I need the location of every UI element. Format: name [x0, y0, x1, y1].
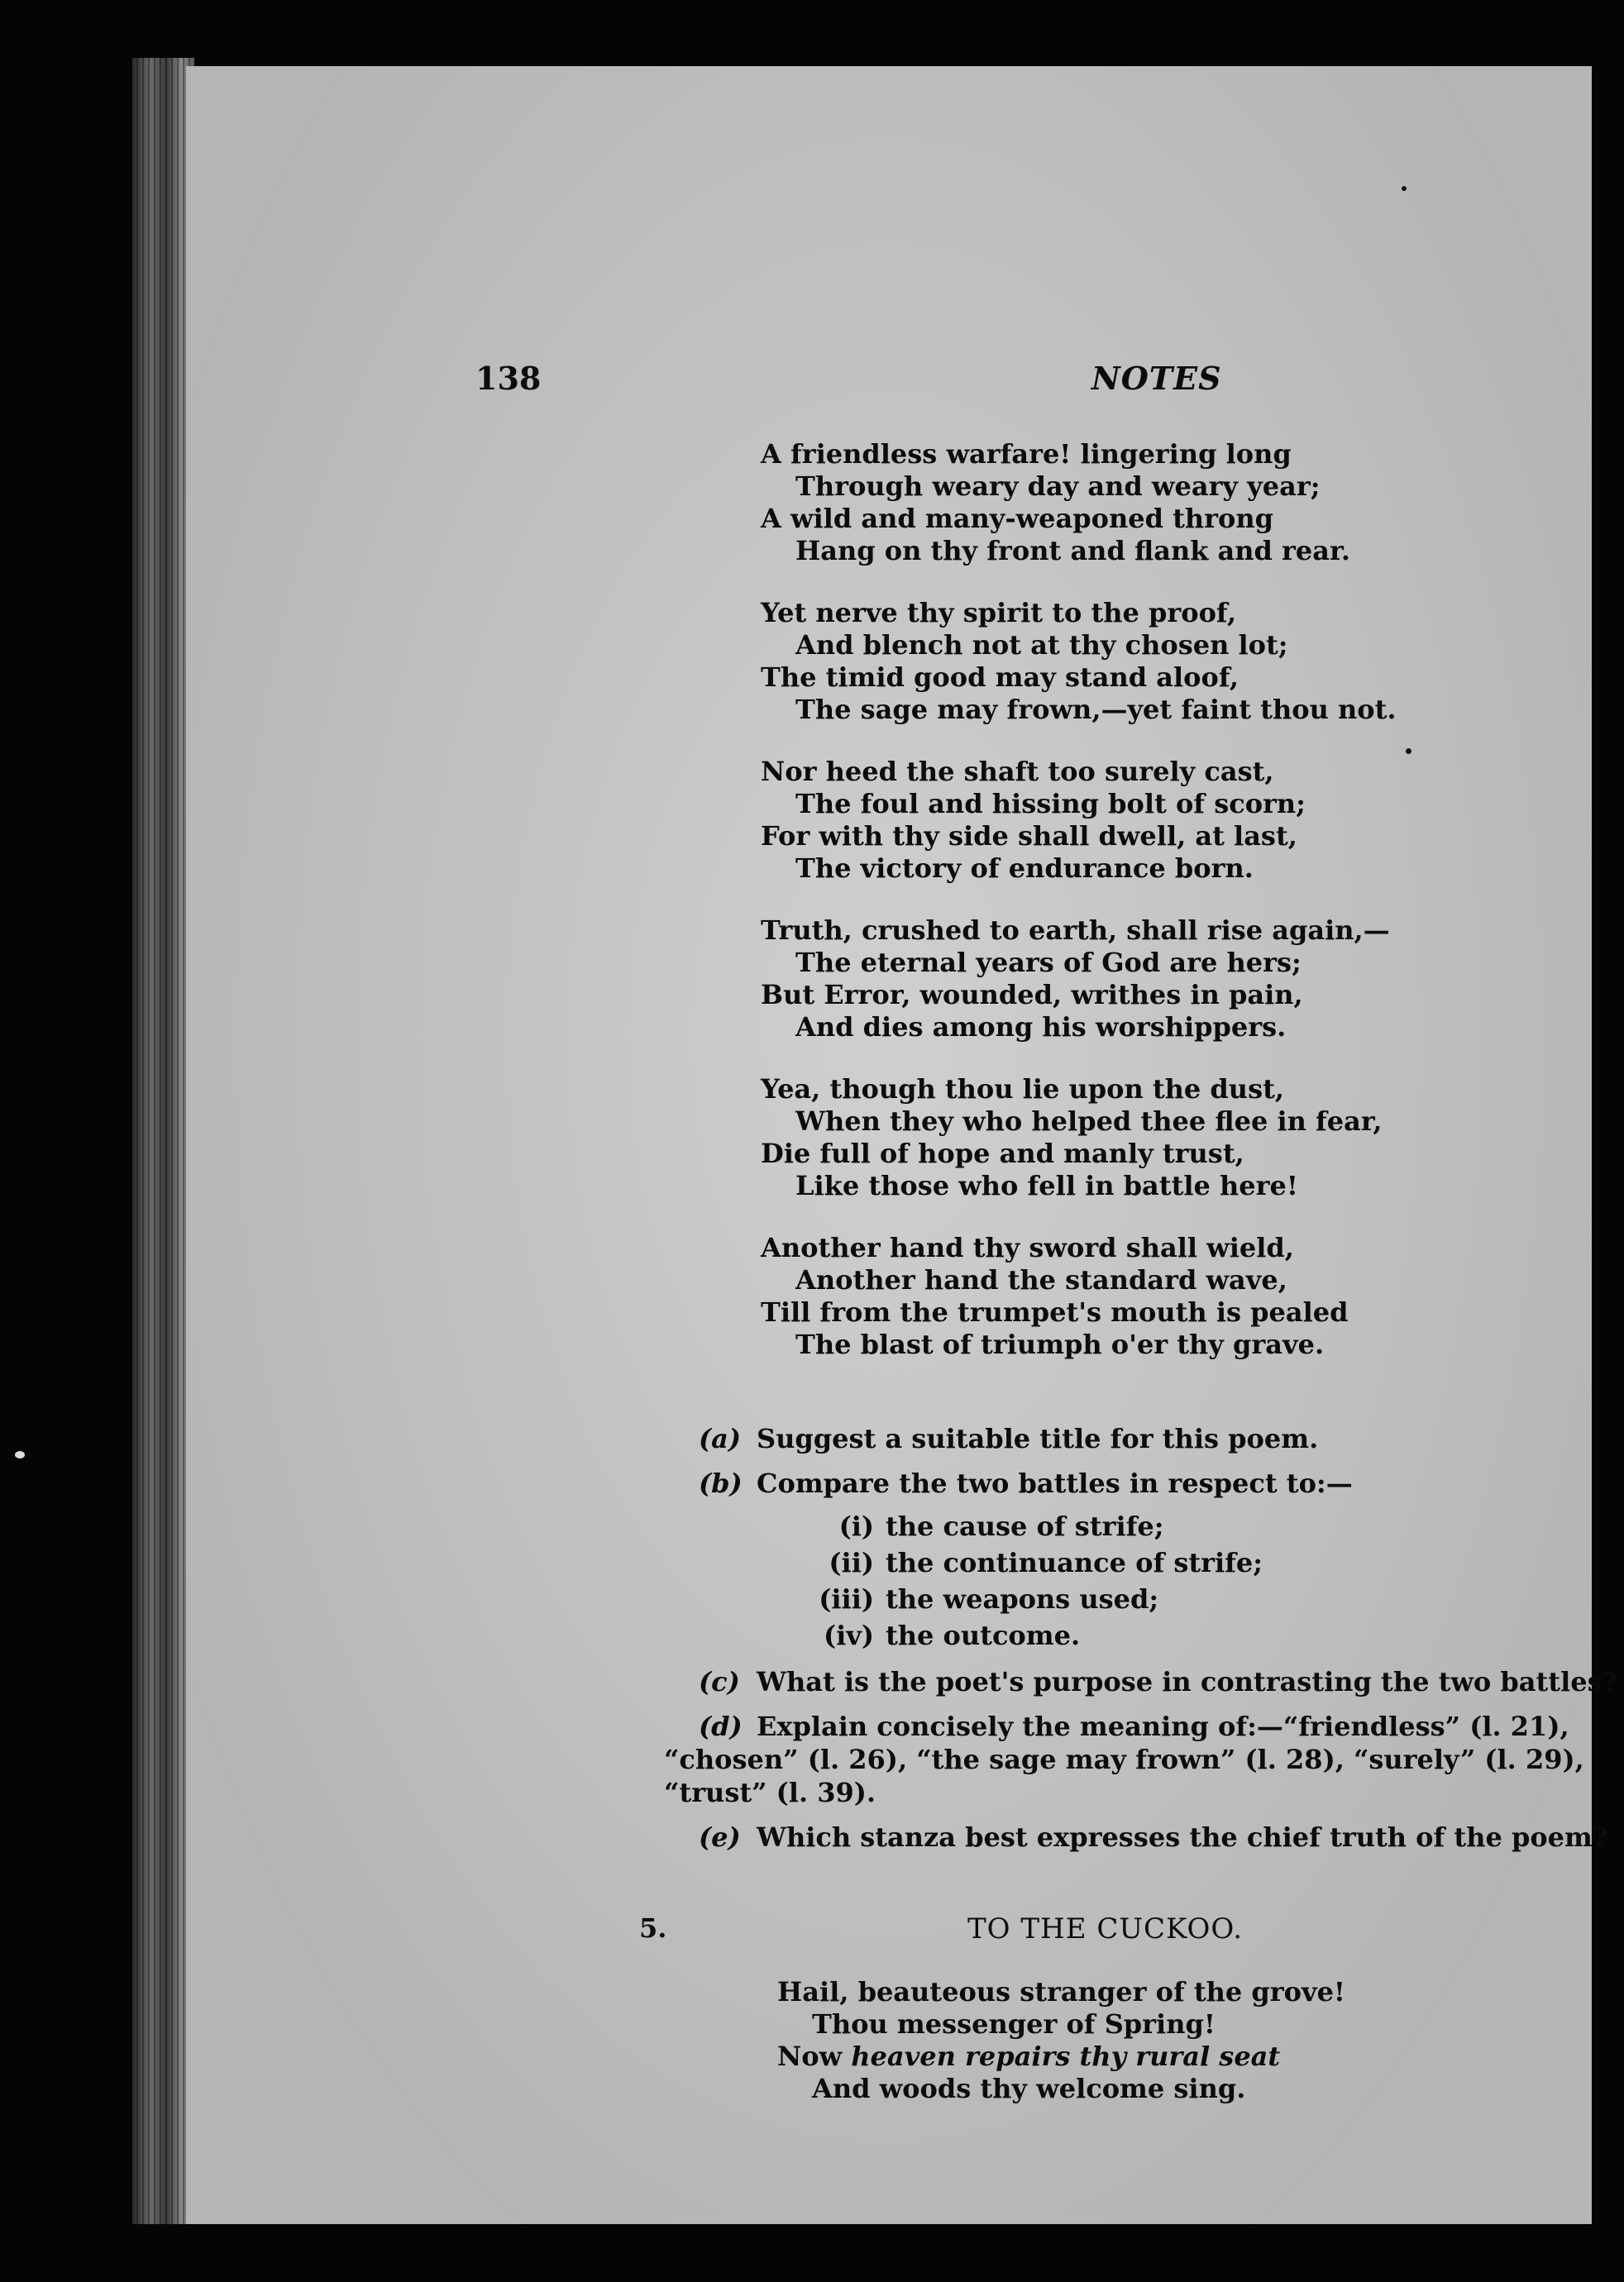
- stanza: [761, 597, 1505, 726]
- item-label: (ii): [829, 1547, 874, 1578]
- item-text: the cause of strife;: [886, 1511, 1164, 1542]
- item-text: the outcome.: [886, 1620, 1081, 1651]
- question-b: [699, 1467, 1624, 1500]
- poem-line: [777, 2041, 1521, 2073]
- item-text: the continuance of strife;: [886, 1547, 1263, 1578]
- stanza: [761, 756, 1505, 885]
- poem-line: The eternal years of God are hers;: [795, 947, 1302, 978]
- list-item: [806, 1581, 1624, 1617]
- poem-line: The victory of endurance born.: [795, 852, 1254, 884]
- question-label: (a): [699, 1423, 742, 1454]
- poem-line: Through weary day and weary year;: [795, 470, 1321, 502]
- poem-line: Hang on thy front and flank and rear.: [795, 535, 1351, 566]
- item-label: (iii): [819, 1583, 874, 1615]
- question-text: Suggest a suitable title for this poem.: [757, 1423, 1319, 1454]
- poem-line: Till from the trumpet's mouth is pealed: [761, 1296, 1349, 1328]
- poem-line: Thou messenger of Spring!: [812, 2008, 1216, 2040]
- stanza: [761, 1232, 1505, 1361]
- question-d-line-2: “chosen” (l. 26), “the sage may frown” (l. 28), “surely” (l. 29),: [664, 1744, 1584, 1775]
- stanza: [761, 914, 1505, 1043]
- question-text: What is the poet's purpose in contrasting the two battles?: [757, 1666, 1618, 1697]
- stanza: [761, 438, 1505, 567]
- list-item: [806, 1508, 1624, 1544]
- stanza: [761, 1073, 1505, 1202]
- poem-line: Truth, crushed to earth, shall rise again,—: [761, 914, 1390, 946]
- item-text: the weapons used;: [886, 1583, 1159, 1615]
- scan-speck: [1406, 748, 1411, 754]
- scan-speck: [15, 1451, 25, 1458]
- item-label: (iv): [823, 1620, 874, 1651]
- question-label: (b): [699, 1468, 743, 1499]
- questions: [664, 1422, 1624, 1865]
- poem-line: And woods thy welcome sing.: [812, 2073, 1246, 2104]
- poem-line: Yea, though thou lie upon the dust,: [761, 1073, 1284, 1105]
- poem-line-start: Now: [777, 2041, 852, 2072]
- poem-line: A wild and many-weaponed throng: [761, 503, 1273, 534]
- question-d: [664, 1710, 1624, 1809]
- poem-line: Yet nerve thy spirit to the proof,: [761, 597, 1237, 628]
- question-text: Compare the two battles in respect to:—: [757, 1468, 1353, 1499]
- question-b-items: [806, 1508, 1624, 1654]
- page-number: 138: [475, 360, 542, 397]
- poem-line: Another hand thy sword shall wield,: [761, 1232, 1294, 1263]
- poem-line: When they who helped thee flee in fear,: [795, 1105, 1383, 1137]
- question-c: [699, 1665, 1624, 1698]
- item-label: (i): [838, 1511, 874, 1542]
- book-page-edge-lines: [136, 58, 190, 2224]
- cuckoo-poem: [777, 1976, 1521, 2105]
- question-a: [699, 1422, 1624, 1455]
- question-label: (c): [699, 1666, 740, 1697]
- poem-line: For with thy side shall dwell, at last,: [761, 820, 1297, 852]
- poem-line: Die full of hope and manly trust,: [761, 1138, 1244, 1169]
- list-item: [806, 1544, 1624, 1581]
- book-page: [186, 66, 1618, 2224]
- poem-line: Like those who fell in battle here!: [795, 1170, 1298, 1201]
- poem-line: And blench not at thy chosen lot;: [795, 629, 1288, 661]
- question-label: (d): [699, 1711, 743, 1742]
- poem-line: A friendless warfare! lingering long: [761, 438, 1292, 470]
- section-title: TO THE CUCKOO.: [967, 1912, 1244, 1945]
- question-d-line-3: “trust” (l. 39).: [664, 1777, 876, 1808]
- poem: [761, 438, 1505, 1391]
- question-text: Explain concisely the meaning of:—“friendless” (l. 21),: [757, 1711, 1569, 1742]
- poem-line: The timid good may stand aloof,: [761, 661, 1239, 693]
- question-label: (e): [699, 1821, 741, 1853]
- poem-line: Hail, beauteous stranger of the grove!: [777, 1976, 1345, 2007]
- poem-line: But Error, wounded, writhes in pain,: [761, 979, 1303, 1010]
- scan-speck: [1402, 186, 1407, 191]
- poem-line: The foul and hissing bolt of scorn;: [795, 788, 1306, 819]
- running-title: NOTES: [1091, 360, 1222, 397]
- running-head: [186, 360, 1592, 409]
- list-item: [806, 1617, 1624, 1654]
- poem-line-italic: heaven repairs thy rural seat: [851, 2041, 1281, 2072]
- poem-line: The sage may frown,—yet faint thou not.: [795, 694, 1397, 725]
- poem-line: And dies among his worshippers.: [795, 1011, 1287, 1043]
- poem-line: Another hand the standard wave,: [795, 1264, 1287, 1296]
- question-d-line-1: [664, 1710, 1624, 1743]
- poem-line: The blast of triumph o'er thy grave.: [795, 1329, 1325, 1360]
- section-number: 5.: [639, 1912, 667, 1944]
- poem-line: Nor heed the shaft too surely cast,: [761, 756, 1274, 787]
- question-text: Which stanza best expresses the chief truth of the poem?: [757, 1821, 1608, 1853]
- question-e: [699, 1821, 1624, 1854]
